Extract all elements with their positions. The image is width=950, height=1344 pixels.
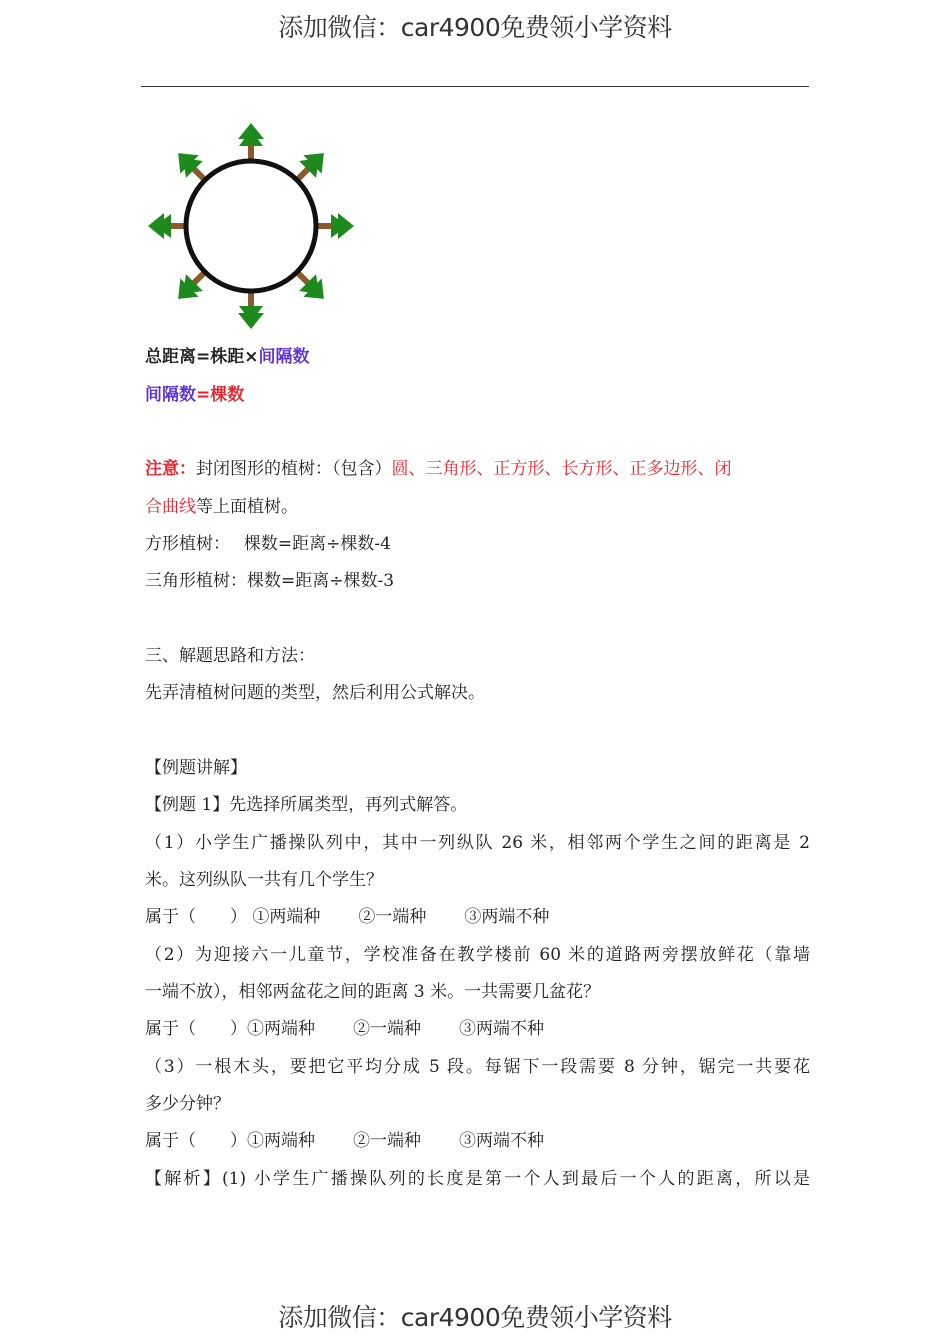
choice-prefix: 属于（ ） (145, 1019, 247, 1039)
option-3: ③两端不种 (459, 1131, 544, 1151)
watermark-bottom: 添加微信：car4900免费领小学资料 (278, 1303, 672, 1332)
tree-icon (287, 262, 333, 308)
tree-icon (238, 290, 264, 329)
question-1-line-1: （1）小学生广播操队列中，其中一列纵队 26 米，相邻两个学生之间的距离是 2 (145, 833, 810, 853)
tree-icon (169, 262, 215, 308)
note-text: 封闭图形的植树：（包含） (196, 459, 392, 479)
section-3-text: 先弄清植树问题的类型，然后利用公式解决。 (145, 683, 485, 703)
formula-highlight: 间隔数 (145, 385, 196, 405)
choice-prefix: 属于（ ） (145, 1131, 247, 1151)
tree-icon (148, 213, 187, 239)
examples-heading: 【例题讲解】 (145, 758, 247, 778)
note-label: 注意： (145, 459, 196, 479)
square-formula: 方形植树： 棵数=距离÷棵数-4 (145, 534, 391, 554)
question-2-line-1: （2）为迎接六一儿童节，学校准备在教学楼前 60 米的道路两旁摆放鲜花（靠墙 (145, 945, 810, 965)
analysis-line: 【解析】(1) 小学生广播操队列的长度是第一个人到最后一个人的距离，所以是 (145, 1169, 810, 1189)
option-3: ③两端不种 (459, 1019, 544, 1039)
option-2: ②一端种 (358, 907, 427, 927)
note-shapes: 圆、三角形、正方形、长方形、正多边形、闭 (391, 459, 732, 479)
note-shapes: 合曲线 (145, 497, 196, 517)
tree-icon (287, 144, 333, 190)
option-1: ①两端种 (247, 1131, 315, 1151)
section-3-title: 三、解题思路和方法： (145, 646, 315, 666)
note-line-2 (145, 496, 810, 518)
tree-icon (169, 144, 215, 190)
option-2: ②一端种 (353, 1131, 421, 1151)
question-1-choice (145, 906, 810, 928)
question-1-line-2: 米。这列纵队一共有几个学生？ (145, 870, 383, 890)
tree-icon (238, 123, 264, 162)
question-3-choice (145, 1130, 810, 1152)
note-line-1 (145, 458, 810, 480)
question-2-choice (145, 1018, 810, 1040)
tree-icon (315, 213, 354, 239)
formula-line-2 (145, 384, 810, 406)
formula-highlight: 间隔数 (258, 347, 310, 367)
header-rule (141, 86, 809, 87)
example-1-title: 【例题 1】先选择所属类型，再列式解答。 (145, 795, 468, 815)
option-1: ①两端种 (252, 907, 321, 927)
choice-prefix: 属于（ ） (145, 907, 247, 927)
note-text: 等上面植树。 (196, 497, 298, 517)
option-1: ①两端种 (247, 1019, 315, 1039)
option-2: ②一端种 (353, 1019, 421, 1039)
circle-tree-diagram (140, 115, 370, 335)
formula-line-1 (145, 346, 810, 368)
closed-circle (186, 161, 316, 291)
question-2-line-2: 一端不放），相邻两盆花之间的距离 3 米。一共需要几盆花？ (145, 982, 601, 1002)
question-3-line-2: 多少分钟？ (145, 1094, 230, 1114)
formula-highlight-red: =棵数 (196, 385, 245, 405)
triangle-formula: 三角形植树：棵数=距离÷棵数-3 (145, 571, 395, 591)
formula-text: 总距离=株距× (145, 347, 259, 367)
question-3-line-1: （3）一根木头，要把它平均分成 5 段。每锯下一段需要 8 分钟，锯完一共要花 (145, 1057, 810, 1077)
option-3: ③两端不种 (464, 907, 550, 927)
watermark-top: 添加微信：car4900免费领小学资料 (278, 13, 672, 42)
